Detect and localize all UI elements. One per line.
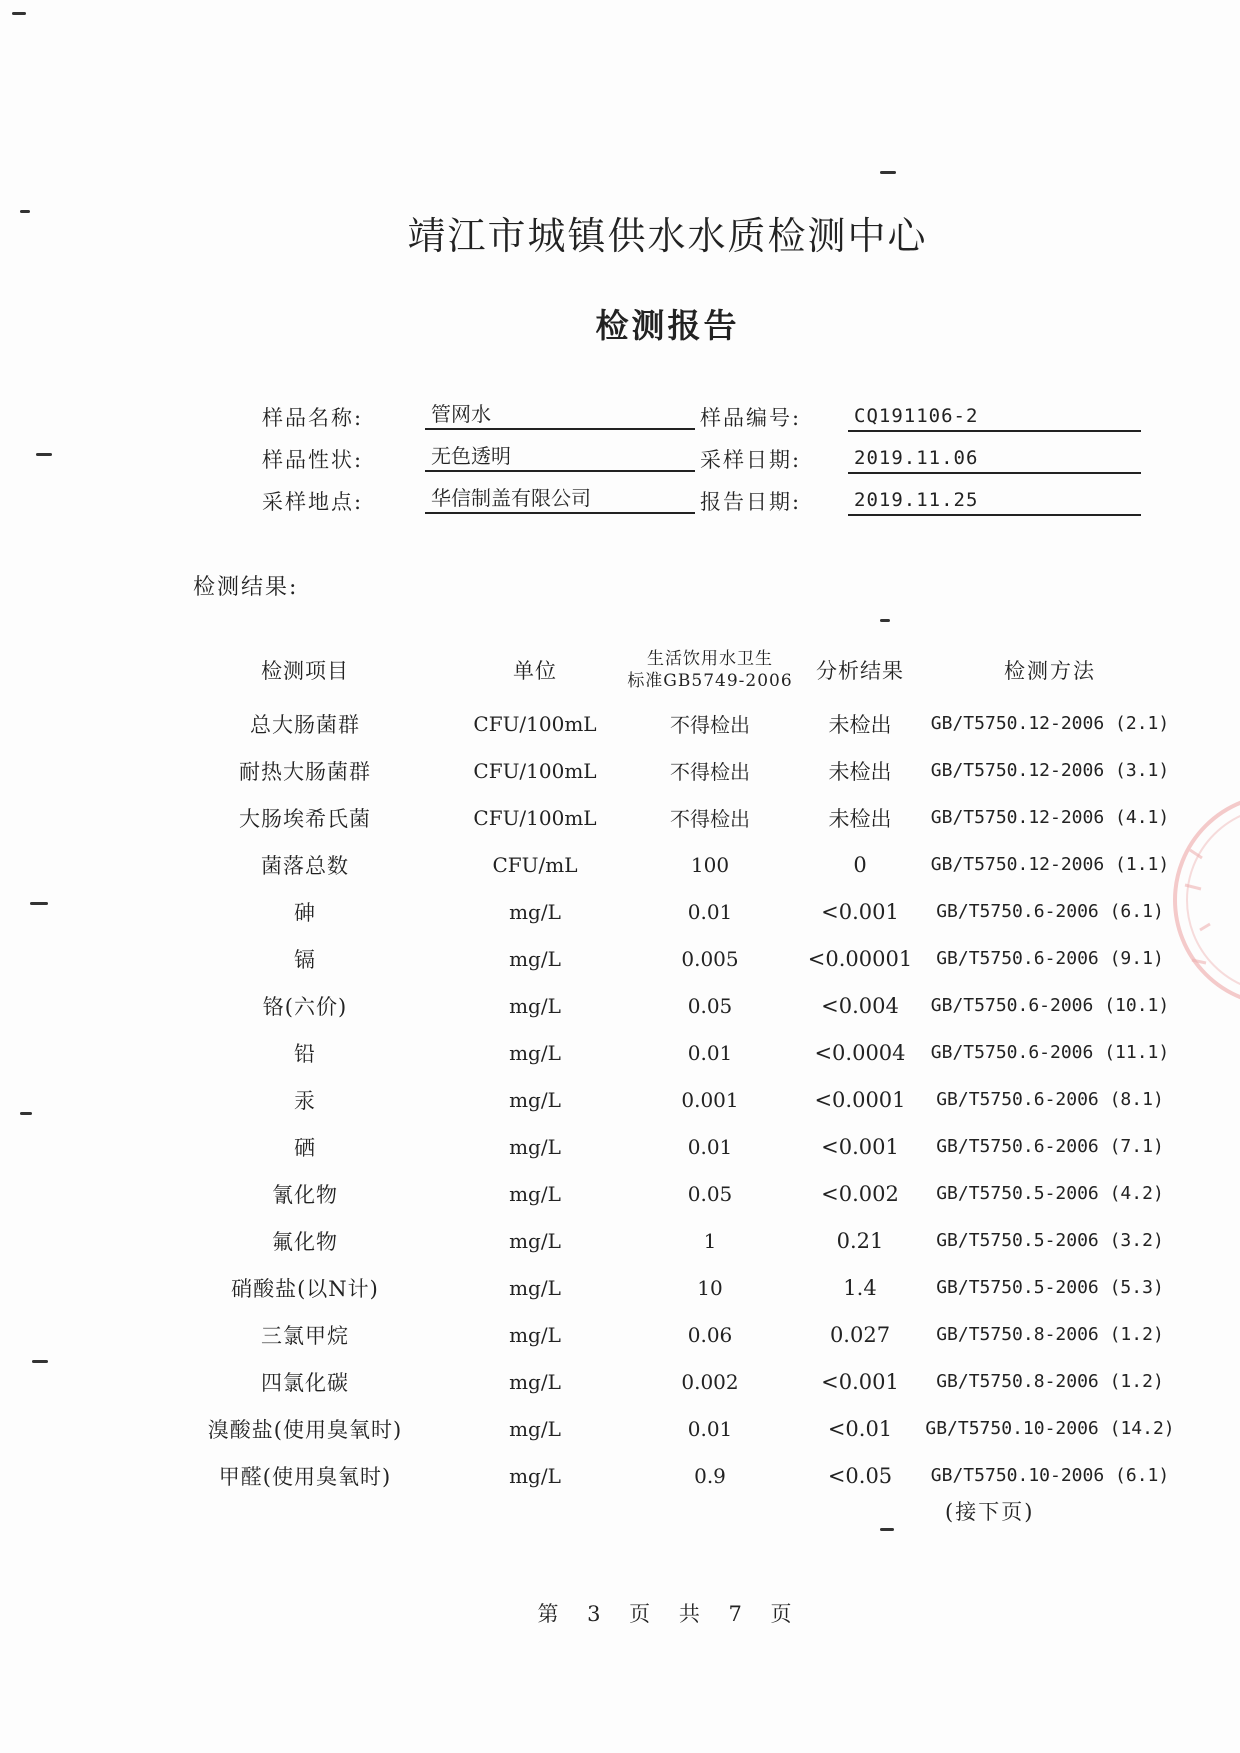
sample-date-value: 2019.11.06 bbox=[848, 444, 1141, 474]
row-unit: mg/L bbox=[509, 1322, 561, 1347]
row-item: 溴酸盐(使用臭氧时) bbox=[207, 1417, 403, 1442]
header-unit: 单位 bbox=[513, 659, 557, 683]
table-row bbox=[170, 888, 1164, 935]
organization-name: 靖江市城镇供水水质检测中心 bbox=[407, 214, 928, 258]
row-method: GB/T5750.12-2006 (4.1) bbox=[930, 807, 1170, 828]
row-item: 总大肠菌群 bbox=[250, 712, 360, 737]
row-result: 0.21 bbox=[836, 1228, 884, 1253]
row-method: GB/T5750.5-2006 (5.3) bbox=[936, 1277, 1164, 1298]
table-row bbox=[170, 935, 1164, 982]
document-title: 检测报告 bbox=[595, 306, 740, 345]
row-standard: 0.002 bbox=[681, 1369, 739, 1394]
row-item: 氟化物 bbox=[272, 1229, 338, 1254]
row-result: <0.01 bbox=[827, 1416, 893, 1441]
row-item: 氰化物 bbox=[272, 1182, 338, 1207]
scan-speck bbox=[36, 453, 52, 456]
row-method: GB/T5750.6-2006 (7.1) bbox=[936, 1136, 1164, 1157]
results-table bbox=[170, 640, 1175, 1499]
row-result: 1.4 bbox=[843, 1275, 877, 1300]
row-standard: 0.01 bbox=[687, 899, 733, 924]
table-row bbox=[170, 1217, 1164, 1264]
stamp-fragment-icon bbox=[1130, 790, 1240, 1010]
table-row bbox=[170, 700, 1170, 747]
table-row bbox=[170, 1452, 1170, 1499]
sample-info-row-2 bbox=[0, 442, 1240, 482]
row-unit: mg/L bbox=[509, 1181, 561, 1206]
row-method: GB/T5750.8-2006 (1.2) bbox=[936, 1324, 1164, 1345]
row-standard: 0.01 bbox=[687, 1416, 733, 1441]
row-standard: 0.05 bbox=[687, 1181, 733, 1206]
row-item: 砷 bbox=[294, 900, 316, 925]
page-footer: 第 3 页 共 7 页 bbox=[537, 1602, 798, 1626]
sample-name-value: 管网水 bbox=[425, 400, 695, 430]
scan-speck bbox=[20, 210, 30, 213]
sample-location-label: 采样地点: bbox=[262, 490, 364, 514]
table-row bbox=[170, 1405, 1175, 1452]
row-standard: 0.9 bbox=[694, 1463, 726, 1488]
row-item: 大肠埃希氏菌 bbox=[239, 806, 371, 831]
sample-location-value: 华信制盖有限公司 bbox=[425, 484, 695, 514]
row-item: 甲醛(使用臭氧时) bbox=[218, 1464, 392, 1489]
row-item: 耐热大肠菌群 bbox=[239, 759, 371, 784]
row-method: GB/T5750.12-2006 (3.1) bbox=[930, 760, 1170, 781]
header-standard-line1: 生活饮用水卫生 bbox=[647, 649, 773, 669]
table-header bbox=[170, 640, 1120, 700]
row-unit: mg/L bbox=[509, 899, 561, 924]
row-unit: mg/L bbox=[509, 1369, 561, 1394]
row-method: GB/T5750.6-2006 (10.1) bbox=[930, 995, 1170, 1016]
table-row bbox=[170, 747, 1170, 794]
row-item: 汞 bbox=[294, 1088, 316, 1113]
row-method: GB/T5750.5-2006 (3.2) bbox=[936, 1230, 1164, 1251]
scan-speck bbox=[880, 1528, 894, 1531]
row-unit: mg/L bbox=[509, 1087, 561, 1112]
header-method: 检测方法 bbox=[1004, 659, 1096, 683]
row-unit: mg/L bbox=[509, 1134, 561, 1159]
row-method: GB/T5750.8-2006 (1.2) bbox=[936, 1371, 1164, 1392]
row-unit: mg/L bbox=[509, 1416, 561, 1441]
row-result: 未检出 bbox=[828, 759, 892, 784]
report-date-value: 2019.11.25 bbox=[848, 486, 1141, 516]
row-unit: CFU/100mL bbox=[473, 758, 597, 783]
scan-speck bbox=[880, 171, 896, 174]
row-standard: 1 bbox=[703, 1228, 717, 1253]
row-item: 铅 bbox=[294, 1041, 316, 1066]
row-method: GB/T5750.6-2006 (11.1) bbox=[930, 1042, 1170, 1063]
row-item: 铬(六价) bbox=[262, 994, 348, 1019]
header-result: 分析结果 bbox=[816, 659, 904, 683]
row-item: 硝酸盐(以N计) bbox=[231, 1276, 379, 1301]
row-standard: 0.005 bbox=[681, 946, 739, 971]
sample-date-label: 采样日期: bbox=[700, 448, 802, 472]
row-result: <0.001 bbox=[821, 899, 899, 924]
sample-state-value: 无色透明 bbox=[425, 442, 695, 472]
header-standard-line2: 标准GB5749-2006 bbox=[627, 671, 793, 691]
row-unit: CFU/100mL bbox=[473, 805, 597, 830]
sample-name-label: 样品名称: bbox=[262, 406, 364, 430]
row-item: 硒 bbox=[294, 1135, 316, 1160]
scan-speck bbox=[12, 12, 26, 15]
header-item: 检测项目 bbox=[261, 659, 349, 683]
row-method: GB/T5750.12-2006 (1.1) bbox=[930, 854, 1170, 875]
row-result: 0.027 bbox=[829, 1322, 891, 1347]
sample-info-row-1 bbox=[0, 400, 1240, 440]
row-result: 未检出 bbox=[828, 806, 892, 831]
row-standard: 0.06 bbox=[687, 1322, 733, 1347]
row-unit: mg/L bbox=[509, 1228, 561, 1253]
table-row bbox=[170, 982, 1170, 1029]
row-unit: mg/L bbox=[509, 946, 561, 971]
row-unit: CFU/100mL bbox=[473, 711, 597, 736]
row-unit: CFU/mL bbox=[492, 852, 578, 877]
row-standard: 100 bbox=[690, 852, 730, 877]
report-date-label: 报告日期: bbox=[700, 490, 802, 514]
row-method: GB/T5750.5-2006 (4.2) bbox=[936, 1183, 1164, 1204]
row-unit: mg/L bbox=[509, 1275, 561, 1300]
scan-speck bbox=[30, 902, 48, 905]
row-result: <0.001 bbox=[821, 1369, 899, 1394]
row-item: 四氯化碳 bbox=[261, 1370, 349, 1395]
scan-speck bbox=[32, 1360, 48, 1363]
table-row bbox=[170, 1311, 1164, 1358]
row-standard: 0.01 bbox=[687, 1040, 733, 1065]
row-method: GB/T5750.10-2006 (14.2) bbox=[925, 1418, 1175, 1439]
row-method: GB/T5750.12-2006 (2.1) bbox=[930, 713, 1170, 734]
sample-state-label: 样品性状: bbox=[262, 448, 364, 472]
table-row bbox=[170, 1264, 1164, 1311]
row-standard: 0.05 bbox=[687, 993, 733, 1018]
row-method: GB/T5750.6-2006 (6.1) bbox=[936, 901, 1164, 922]
results-section-label: 检测结果: bbox=[193, 575, 299, 600]
row-standard: 不得检出 bbox=[670, 760, 750, 784]
row-item: 三氯甲烷 bbox=[261, 1323, 349, 1348]
table-row bbox=[170, 1076, 1164, 1123]
row-unit: mg/L bbox=[509, 1463, 561, 1488]
sample-no-value: CQ191106-2 bbox=[848, 402, 1141, 432]
row-result: <0.002 bbox=[821, 1181, 899, 1206]
table-row bbox=[170, 1358, 1164, 1405]
row-result: 0 bbox=[853, 852, 867, 877]
table-row bbox=[170, 1029, 1170, 1076]
table-row bbox=[170, 1170, 1164, 1217]
row-unit: mg/L bbox=[509, 993, 561, 1018]
row-method: GB/T5750.6-2006 (9.1) bbox=[936, 948, 1164, 969]
table-row bbox=[170, 841, 1170, 888]
row-standard: 不得检出 bbox=[670, 807, 750, 831]
scan-speck bbox=[880, 619, 890, 622]
row-result: <0.001 bbox=[821, 1134, 899, 1159]
row-unit: mg/L bbox=[509, 1040, 561, 1065]
sample-no-label: 样品编号: bbox=[700, 406, 802, 430]
row-item: 菌落总数 bbox=[261, 853, 349, 878]
table-body bbox=[170, 700, 1175, 1499]
row-standard: 0.01 bbox=[687, 1134, 733, 1159]
row-method: GB/T5750.10-2006 (6.1) bbox=[930, 1465, 1170, 1486]
row-method: GB/T5750.6-2006 (8.1) bbox=[936, 1089, 1164, 1110]
row-result: <0.004 bbox=[821, 993, 899, 1018]
row-result: <0.0004 bbox=[814, 1040, 906, 1065]
scan-speck bbox=[20, 1112, 32, 1115]
row-item: 镉 bbox=[294, 947, 316, 972]
sample-info-row-3 bbox=[0, 484, 1240, 524]
row-standard: 10 bbox=[697, 1275, 723, 1300]
row-standard: 0.001 bbox=[681, 1087, 739, 1112]
table-row bbox=[170, 1123, 1164, 1170]
row-result: 未检出 bbox=[828, 712, 892, 737]
row-result: <0.0001 bbox=[814, 1087, 906, 1112]
row-standard: 不得检出 bbox=[670, 713, 750, 737]
row-result: <0.00001 bbox=[807, 946, 913, 971]
continued-note: (接下页) bbox=[945, 1500, 1035, 1524]
row-result: <0.05 bbox=[827, 1463, 893, 1488]
table-row bbox=[170, 794, 1170, 841]
